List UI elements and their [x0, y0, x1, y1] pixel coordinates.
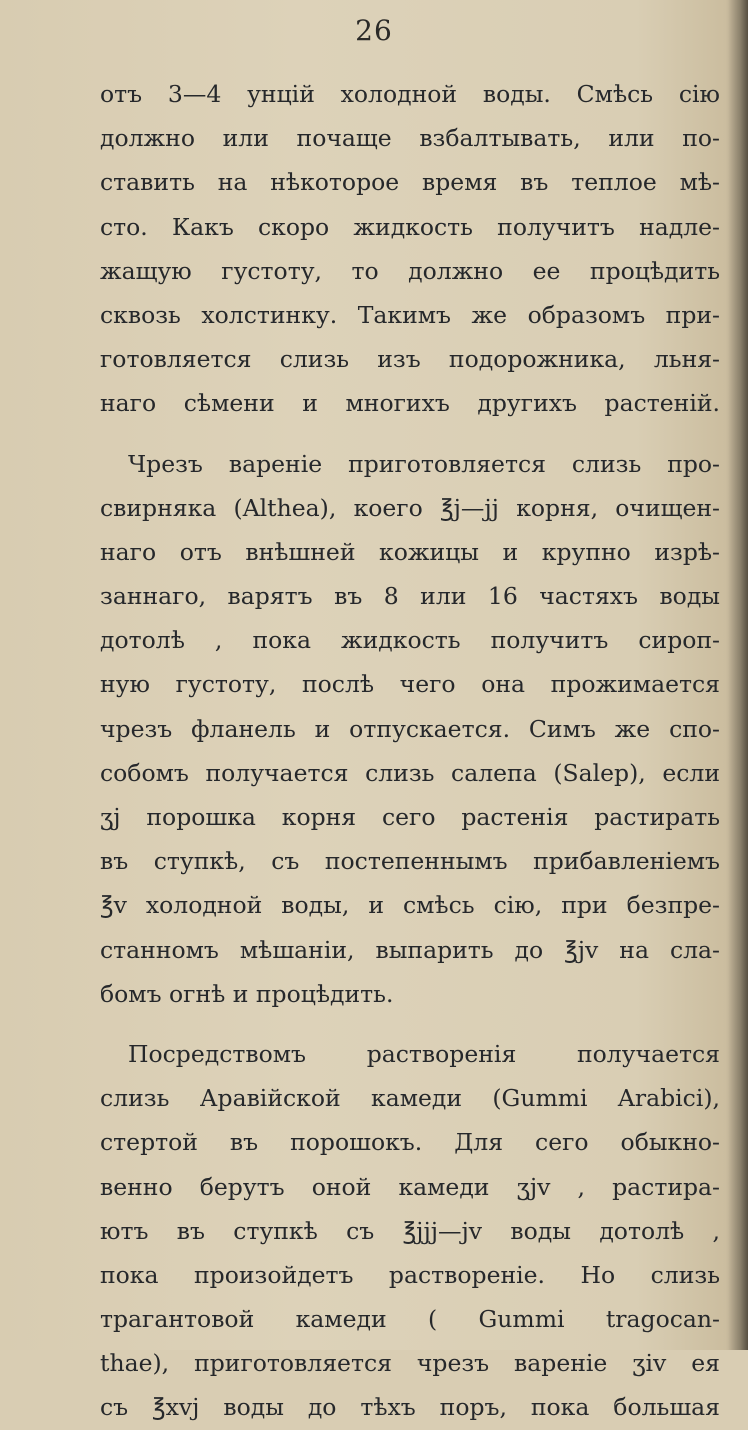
text-line: венно берутъ оной камеди ʒjv , растира- [100, 1172, 720, 1201]
text-line: ютъ въ ступкѣ съ ℥jjj—jv воды дотолѣ , [100, 1216, 720, 1245]
text-line: трагантовой камеди ( Gummi tragocan- [100, 1305, 720, 1334]
text-line: наго отъ внѣшней кожицы и крупно изрѣ- [100, 537, 720, 566]
text-line: сто. Какъ скоро жидкость получитъ надле- [100, 212, 720, 241]
paragraph-1 [100, 72, 720, 426]
text-line: бомъ огнѣ и процѣдить. [100, 979, 394, 1008]
text-line: слизь Аравійской камеди (Gummi Arabici), [100, 1084, 720, 1113]
text-line: готовляется слизь изъ подорожника, льня- [100, 345, 720, 374]
text-line: отъ 3—4 унцій холодной воды. Смѣсь сію [100, 80, 720, 108]
text-line: наго сѣмени и многихъ другихъ растеній. [100, 389, 720, 418]
text-line: ℥v холодной воды, и смѣсь сію, при безпре- [100, 891, 720, 920]
text-line: станномъ мѣшаніи, выпарить до ℥jv на сла- [100, 935, 720, 964]
text-line: собомъ получается слизь салепа (Salep), если [100, 758, 720, 787]
text-line: съ ℥xvj воды до тѣхъ поръ, пока большая [100, 1393, 720, 1422]
text-line: ʒj порошка корня сего растенія растирать [100, 803, 720, 831]
text-line: въ ступкѣ, съ постепеннымъ прибавленіемъ [100, 847, 720, 876]
text-line: Посредствомъ растворенія получается [128, 1039, 720, 1068]
page-number: 26 [355, 14, 393, 47]
text-line: жащую густоту, то должно ее процѣдить [100, 256, 720, 285]
paragraph-3 [100, 1032, 720, 1430]
text-line: должно или почаще взбалтывать, или по- [100, 124, 720, 153]
page-text [100, 72, 720, 1430]
text-line: сквозь холстинку. Такимъ же образомъ при- [100, 300, 720, 329]
text-line: чрезъ фланель и отпускается. Симъ же спо- [100, 714, 720, 743]
text-line: пока произойдетъ раствореніе. Но слизь [100, 1260, 720, 1289]
text-line: thae), приготовляется чрезъ вареніе ʒiv ея [100, 1349, 720, 1378]
text-line: ставить на нѣкоторое время въ теплое мѣ- [100, 168, 720, 197]
page-edge-shadow [728, 0, 748, 1350]
text-line: заннаго, варятъ въ 8 или 16 частяхъ воды [100, 582, 720, 611]
paragraph-2 [100, 442, 720, 1016]
text-line: свирняка (Althea), коего ℥j—jj корня, очищен- [100, 493, 720, 522]
text-line: ную густоту, послѣ чего она прожимается [100, 670, 720, 699]
text-line: дотолѣ , пока жидкость получитъ сироп- [100, 626, 720, 655]
text-line: Чрезъ вареніе приготовляется слизь про- [128, 449, 720, 478]
text-line: стертой въ порошокъ. Для сего обыкно- [100, 1128, 720, 1157]
